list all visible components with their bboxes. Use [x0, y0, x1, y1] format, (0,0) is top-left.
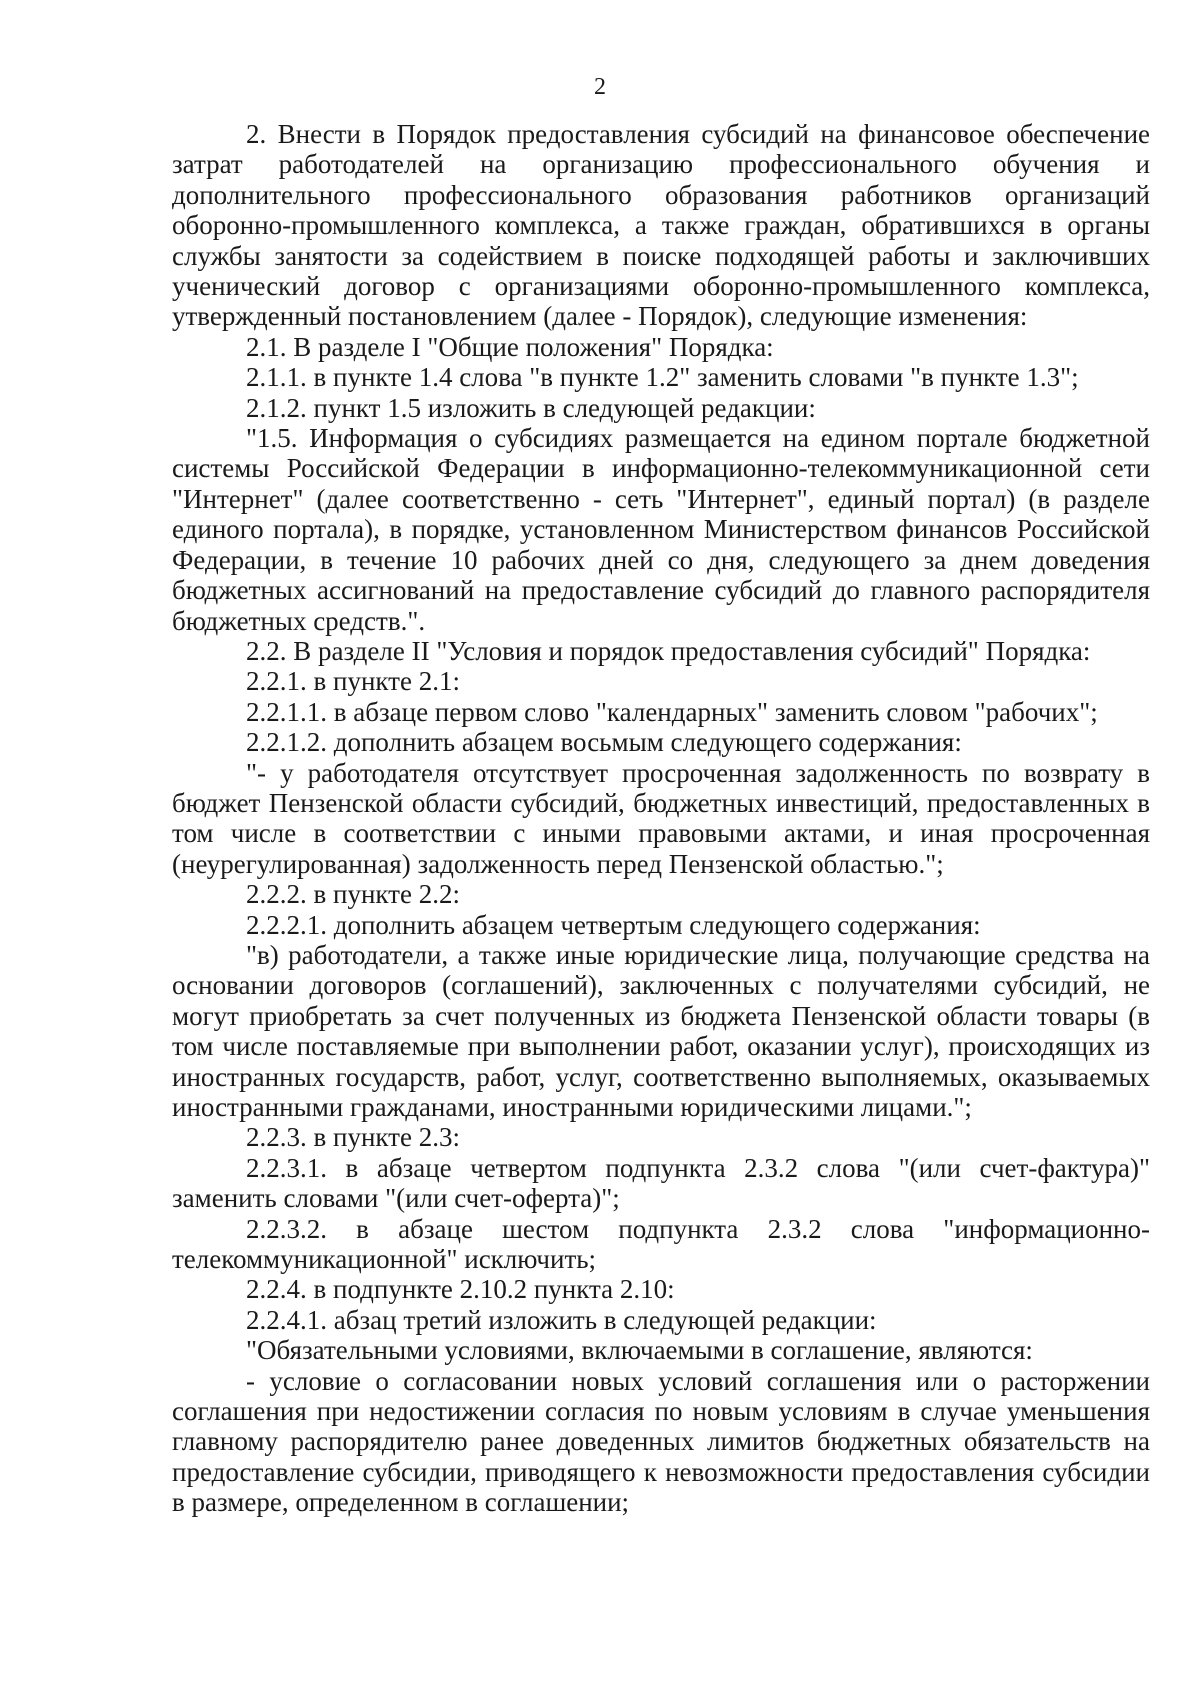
paragraph-2-2-2: 2.2.2. в пункте 2.2:: [246, 879, 460, 910]
paragraph-2-2-4-1: 2.2.4.1. абзац третий изложить в следующей редакции:: [246, 1304, 877, 1335]
paragraph-2-2-3-2: 2.2.3.2. в абзаце шестом подпункта 2.3.2 слова "информационно-телекоммуникационной" исключить;: [172, 1213, 1150, 1275]
paragraph-2-2-1: 2.2.1. в пункте 2.1:: [246, 666, 460, 697]
paragraph-2-2-4: 2.2.4. в подпункте 2.10.2 пункта 2.10:: [246, 1274, 675, 1305]
paragraph-2-2-2-1: 2.2.2.1. дополнить абзацем четвертым следующего содержания:: [246, 909, 981, 940]
paragraph-2-2-3: 2.2.3. в пункте 2.3:: [246, 1122, 460, 1153]
quoted-paragraph-conditions: "Обязательными условиями, включаемыми в соглашение, являются:: [246, 1335, 1033, 1366]
page-number: 2: [594, 74, 606, 100]
paragraph-2-1-2: 2.1.2. пункт 1.5 изложить в следующей редакции:: [246, 392, 816, 423]
paragraph-2: 2. Внести в Порядок предоставления субсидий на финансовое обеспечение затрат работодателей на организацию профессионального обучения и дополнительного профессионального образования работников организаций оборонно-промышленного комплекса, а также граждан, обратившихся в органы службы занятости за содействием в поиске подходящей работы и заключивших ученический договор с организациями оборонно-промышленного комплекса, утвержденный постановлением (далее - Порядок), следующие изменения:: [172, 119, 1150, 332]
quoted-paragraph-v: "в) работодатели, а также иные юридические лица, получающие средства на основании договоров (соглашений), заключенных с получателями субсидий, не могут приобретать за счет полученных из бюджета Пензенской области товары (в том числе поставляемые при выполнении работ, оказании услуг), происходящих из иностранных государств, работ, услуг, соответственно выполняемых, оказываемых иностранными гражданами, иностранными юридическими лицами.";: [172, 939, 1150, 1122]
paragraph-2-2-3-1: 2.2.3.1. в абзаце четвертом подпункта 2.3.2 слова "(или счет-фактура)" заменить словами "(или счет-оферта)";: [172, 1152, 1150, 1214]
paragraph-2-2: 2.2. В разделе II "Условия и порядок предоставления субсидий" Порядка:: [246, 635, 1091, 666]
paragraph-2-2-1-2: 2.2.1.2. дополнить абзацем восьмым следующего содержания:: [246, 727, 962, 758]
paragraph-2-1: 2.1. В разделе I "Общие положения" Порядка:: [246, 331, 774, 362]
paragraph-2-1-1: 2.1.1. в пункте 1.4 слова "в пункте 1.2" заменить словами "в пункте 1.3";: [246, 362, 1079, 393]
paragraph-2-2-1-1: 2.2.1.1. в абзаце первом слово "календарных" заменить словом "рабочих";: [246, 696, 1098, 727]
quoted-paragraph-debt: "- у работодателя отсутствует просроченная задолженность по возврату в бюджет Пензенской области субсидий, бюджетных инвестиций, предоставленных в том числе в соответствии с иными правовыми актами, и иная просроченная (неурегулированная) задолженность перед Пензенской областью.";: [172, 757, 1150, 879]
quoted-paragraph-1-5: "1.5. Информация о субсидиях размещается на едином портале бюджетной системы Российской Федерации в информационно-телекоммуникационной сети "Интернет" (далее соответственно - сеть "Интернет", единый портал) (в разделе единого портала), в порядке, установленном Министерством финансов Российской Федерации, в течение 10 рабочих дней со дня, следующего за днем доведения бюджетных ассигнований на предоставление субсидий до главного распорядителя бюджетных средств.".: [172, 423, 1150, 636]
list-item-condition: - условие о согласовании новых условий соглашения или о расторжении соглашения при недостижении согласия по новым условиям в случае уменьшения главному распорядителю ранее доведенных лимитов бюджетных обязательств на предоставление субсидии, приводящего к невозможности предоставления субсидии в размере, определенном в соглашении;: [172, 1365, 1150, 1518]
document-body: [172, 119, 1150, 1518]
